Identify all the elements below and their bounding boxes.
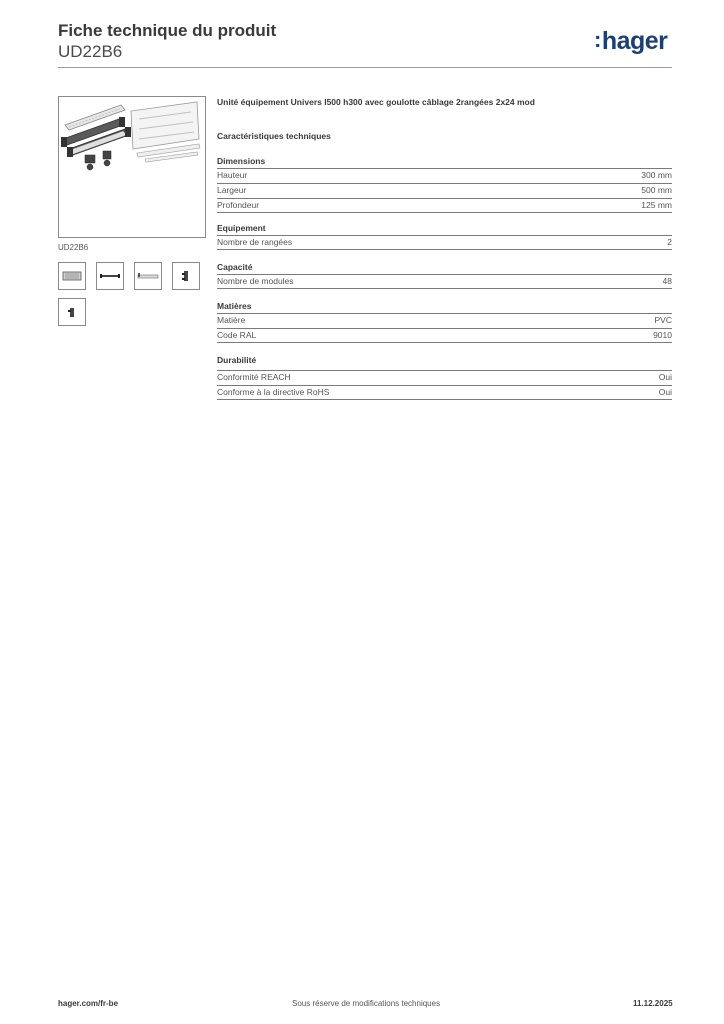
- spec-label: Nombre de modules: [217, 276, 294, 286]
- spec-row-profondeur: [217, 198, 672, 213]
- thumbnail-1[interactable]: [58, 262, 86, 290]
- spec-row-largeur: [217, 183, 672, 198]
- section-capacite-title: Capacité: [217, 262, 253, 272]
- spec-label: Hauteur: [217, 170, 248, 180]
- spec-label: Profondeur: [217, 200, 260, 210]
- spec-label: Conformité REACH: [217, 372, 291, 382]
- footer-date: 11.12.2025: [633, 999, 673, 1008]
- thumbnail-2[interactable]: [96, 262, 124, 290]
- clip-thumbnail-icon: [59, 299, 85, 325]
- panel-thumbnail-icon: [59, 263, 85, 289]
- thumbnail-3[interactable]: [134, 262, 162, 290]
- specs-title: Caractéristiques techniques: [217, 131, 331, 141]
- thumbnail-4[interactable]: [172, 262, 200, 290]
- spec-value: 9010: [653, 330, 672, 340]
- spec-label: Nombre de rangées: [217, 237, 293, 247]
- footer-website-link[interactable]: hager.com/fr-be: [58, 999, 119, 1008]
- document-title: Fiche technique du produit: [58, 21, 277, 40]
- section-matieres-title: Matières: [217, 301, 252, 311]
- header-divider: [58, 67, 672, 68]
- product-main-image[interactable]: [58, 96, 206, 238]
- product-code: UD22B6: [58, 42, 123, 61]
- hager-logo[interactable]: :hager: [594, 27, 668, 55]
- spec-row-rohs: [217, 385, 672, 400]
- footer-disclaimer: Sous réserve de modifications techniques: [292, 999, 441, 1008]
- spec-value: 2: [667, 237, 672, 247]
- rail-thumbnail-icon: [97, 263, 123, 289]
- spec-label: Conforme à la directive RoHS: [217, 387, 330, 397]
- spec-value: 125 mm: [641, 200, 672, 210]
- spec-row-hauteur: [217, 168, 672, 183]
- spec-label: Largeur: [217, 185, 247, 195]
- spec-row-modules: [217, 274, 672, 289]
- spec-row-matiere: [217, 313, 672, 328]
- spec-row-rangees: [217, 235, 672, 250]
- image-caption: UD22B6: [58, 243, 89, 252]
- section-durabilite-title: Durabilité: [217, 355, 257, 365]
- trunking-thumbnail-icon: [135, 263, 161, 289]
- spec-row-reach: [217, 370, 672, 385]
- section-dimensions-title: Dimensions: [217, 156, 266, 166]
- bracket-thumbnail-icon: [173, 263, 199, 289]
- spec-row-code-ral: [217, 328, 672, 343]
- product-description: Unité équipement Univers I500 h300 avec goulotte câblage 2rangées 2x24 mod: [217, 97, 535, 107]
- spec-value: Oui: [658, 387, 672, 397]
- spec-label: Matière: [217, 315, 246, 325]
- spec-value: Oui: [658, 372, 672, 382]
- section-equipement-title: Equipement: [217, 223, 266, 233]
- spec-value: 300 mm: [641, 170, 672, 180]
- logo-text: hager: [601, 27, 668, 55]
- spec-value: 500 mm: [641, 185, 672, 195]
- thumbnail-5[interactable]: [58, 298, 86, 326]
- header: [58, 20, 276, 62]
- spec-label: Code RAL: [217, 330, 257, 340]
- product-illustration: [59, 97, 205, 237]
- spec-value: 48: [662, 276, 672, 286]
- spec-value: PVC: [654, 315, 672, 325]
